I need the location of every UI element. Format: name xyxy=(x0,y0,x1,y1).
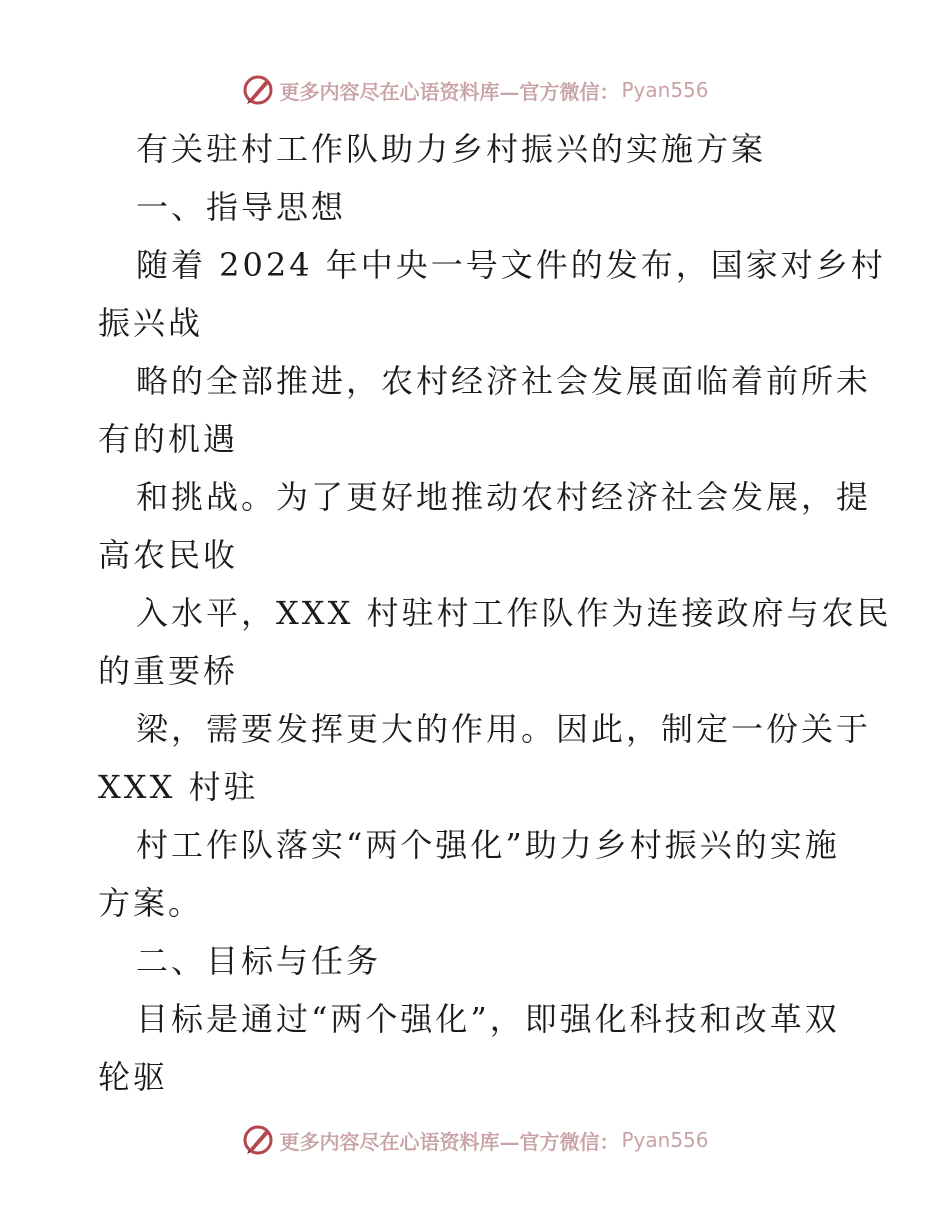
watermark-header xyxy=(0,70,950,110)
watermark-footer xyxy=(0,1120,950,1160)
pen-logo-icon xyxy=(241,73,275,107)
section-heading: 一、指导思想 xyxy=(136,188,347,226)
watermark-contact: Pyan556 xyxy=(621,1128,709,1152)
pen-logo-icon xyxy=(241,1123,275,1157)
watermark-contact: Pyan556 xyxy=(621,78,709,102)
paragraph-line: XXX 村驻 xyxy=(98,768,259,806)
watermark-text: 更多内容尽在心语资料库—官方微信： xyxy=(279,79,620,104)
paragraph-line: 方案。 xyxy=(98,884,204,922)
paragraph-line: 和挑战。为了更好地推动农村经济社会发展，提 xyxy=(136,478,872,516)
paragraph-line: 振兴战 xyxy=(98,304,204,342)
paragraph-line: 略的全部推进，农村经济社会发展面临着前所未 xyxy=(136,362,872,400)
doc-title: 有关驻村工作队助力乡村振兴的实施方案 xyxy=(136,130,767,168)
paragraph-line: 随着 2024 年中央一号文件的发布，国家对乡村 xyxy=(136,246,886,284)
paragraph-line: 梁，需要发挥更大的作用。因此，制定一份关于 xyxy=(136,710,872,748)
paragraph-line: 的重要桥 xyxy=(98,652,239,690)
paragraph-line: 村工作队落实“两个强化”助力乡村振兴的实施 xyxy=(136,826,840,864)
section-heading: 二、目标与任务 xyxy=(136,942,382,980)
watermark-text: 更多内容尽在心语资料库—官方微信： xyxy=(279,1129,620,1154)
paragraph-line: 入水平，XXX 村驻村工作队作为连接政府与农民 xyxy=(136,594,892,632)
paragraph-line: 有的机遇 xyxy=(98,420,239,458)
paragraph-line: 轮驱 xyxy=(98,1058,169,1096)
document-body xyxy=(98,120,892,1106)
paragraph-line: 目标是通过“两个强化”，即强化科技和改革双 xyxy=(136,1000,840,1038)
paragraph-line: 高农民收 xyxy=(98,536,239,574)
